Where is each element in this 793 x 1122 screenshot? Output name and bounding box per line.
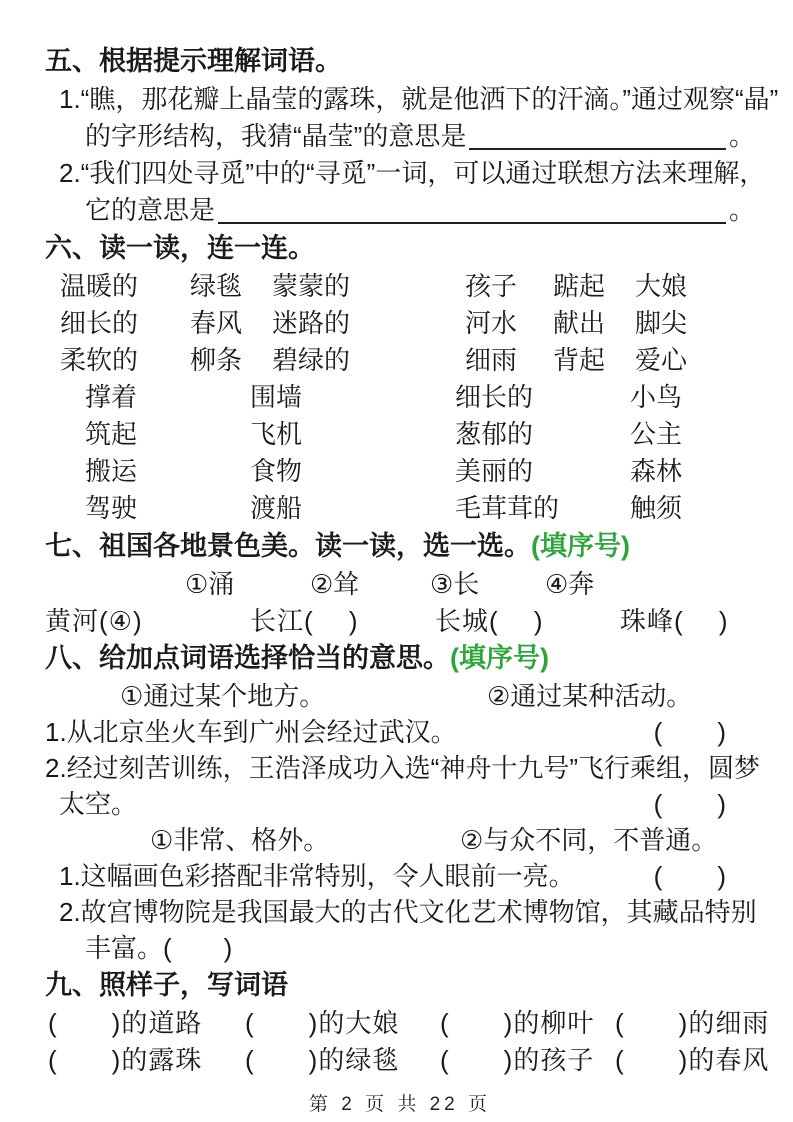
match-word[interactable]: 小鸟 [630,382,683,412]
answer-bracket[interactable]: ( ) [653,861,727,891]
match-word[interactable]: 细长的 [60,308,139,338]
option-item: ③长 [430,569,480,599]
question-text: 太空。 [59,789,138,819]
match-word[interactable]: 飞机 [250,419,303,449]
fill-blank-underline[interactable] [469,148,726,150]
match-word[interactable]: 搬运 [85,456,138,486]
word-pattern-slot[interactable]: ( )的道路 [48,1008,203,1038]
section-five-title: 五、根据提示理解词语。 [45,46,342,76]
match-row [45,379,755,416]
section-five-item2-line1: 2.“我们四处寻觅”中的“寻觅”一词，可以通过联想方法来理解， [59,158,766,188]
match-word[interactable]: 森林 [630,456,683,486]
option-row [45,566,755,603]
fill-blank-underline[interactable] [218,222,726,224]
word-pattern-slot[interactable]: ( )的大娘 [245,1008,400,1038]
match-word[interactable]: 食物 [250,456,303,486]
question-text: 1.从北京坐火车到广州会经过武汉。 [45,717,457,747]
match-word[interactable]: 筑起 [85,419,138,449]
match-word[interactable]: 献出 [553,308,606,338]
match-word[interactable]: 美丽的 [455,456,534,486]
match-word[interactable]: 脚尖 [635,308,688,338]
match-word[interactable]: 背起 [553,345,606,375]
page-number-footer: 第 2 页 共 22 页 [308,1094,492,1115]
option-item: ①涌 [185,569,235,599]
match-word[interactable]: 触须 [630,493,683,523]
question-text: 1.这幅画色彩搭配非常特别，令人眼前一亮。 [59,861,575,891]
fill-number-note: (填序号) [531,531,630,561]
item1-line2-period: 。 [728,121,755,151]
match-word[interactable]: 爱心 [635,345,688,375]
section-seven-title [45,527,755,566]
match-word[interactable]: 渡船 [250,493,303,523]
match-word[interactable]: 公主 [630,419,683,449]
match-word[interactable]: 河水 [465,308,518,338]
word-pattern-slot[interactable]: ( )的孩子 [440,1045,595,1075]
match-row [45,453,755,490]
match-word[interactable]: 细长的 [455,382,534,412]
match-word[interactable]: 温暖的 [60,271,139,301]
question-line: 丰富。( ) [85,933,233,963]
answer-row [45,603,755,639]
word-pattern-row [45,1042,770,1079]
match-word[interactable]: 蒙蒙的 [272,271,351,301]
match-word[interactable]: 细雨 [465,345,518,375]
match-word[interactable]: 大娘 [635,271,688,301]
match-word[interactable]: 柳条 [190,345,243,375]
item2-line2-period: 。 [728,195,755,225]
option-row [45,822,755,858]
match-word[interactable]: 踮起 [553,271,606,301]
match-word[interactable]: 春风 [190,308,243,338]
word-pattern-slot[interactable]: ( )的春风 [615,1045,770,1075]
match-word[interactable]: 绿毯 [190,271,243,301]
word-pattern-slot[interactable]: ( )的绿毯 [245,1045,400,1075]
match-word[interactable]: 撑着 [85,382,138,412]
match-row [45,416,755,453]
section-five-item2-line2 [45,192,755,229]
match-word[interactable]: 孩子 [465,271,518,301]
question-line [45,714,755,750]
section-nine-title: 九、照样子，写词语 [45,970,288,1000]
answer-slot[interactable]: 黄河(④) [45,606,143,636]
match-row [45,268,755,305]
match-word[interactable]: 柔软的 [60,345,139,375]
section-five-item1-line1: 1.“瞧，那花瓣上晶莹的露珠，就是他洒下的汗滴。”通过观察“晶” [59,84,779,114]
answer-slot[interactable]: 长江( ) [250,606,359,636]
section-eight-title [45,639,755,678]
answer-bracket[interactable]: ( ) [653,717,727,747]
fill-number-note: (填序号) [450,643,549,673]
option-item: ②耸 [310,569,360,599]
section-seven-title-text: 七、祖国各地景色美。读一读，选一选。 [45,531,531,561]
match-row [45,490,755,527]
match-row [45,305,755,342]
match-word[interactable]: 迷路的 [272,308,351,338]
section-six-title: 六、读一读，连一连。 [45,233,315,263]
item2-line2-text: 它的意思是 [85,195,216,225]
option-item: ①非常、格外。 [150,825,330,855]
section-five-item1-line2 [45,118,755,155]
word-pattern-slot[interactable]: ( )的细雨 [615,1008,770,1038]
item1-line2-text: 的字形结构，我猜“晶莹”的意思是 [85,121,467,151]
option-item: ①通过某个地方。 [120,681,326,711]
match-row [45,342,755,379]
match-word[interactable]: 碧绿的 [272,345,351,375]
option-row [45,678,755,714]
question-line: 2.经过刻苦训练，王浩泽成功入选“神舟十九号”飞行乘组，圆梦 [45,753,761,783]
answer-slot[interactable]: 珠峰( ) [620,606,729,636]
question-line [45,858,755,894]
answer-bracket[interactable]: ( ) [653,789,727,819]
match-word[interactable]: 驾驶 [85,493,138,523]
option-item: ④奔 [545,569,595,599]
word-pattern-slot[interactable]: ( )的柳叶 [440,1008,595,1038]
answer-slot[interactable]: 长城( ) [435,606,544,636]
option-item: ②与众不同，不普通。 [460,825,718,855]
section-eight-title-text: 八、给加点词语选择恰当的意思。 [45,643,450,673]
match-word[interactable]: 毛茸茸的 [455,493,560,523]
match-word[interactable]: 围墙 [250,382,303,412]
word-pattern-row [45,1005,770,1042]
word-pattern-slot[interactable]: ( )的露珠 [48,1045,203,1075]
question-line [45,786,755,822]
question-line: 2.故宫博物院是我国最大的古代文化艺术博物馆，其藏品特别 [59,897,757,927]
match-word[interactable]: 葱郁的 [455,419,534,449]
option-item: ②通过某种活动。 [487,681,693,711]
